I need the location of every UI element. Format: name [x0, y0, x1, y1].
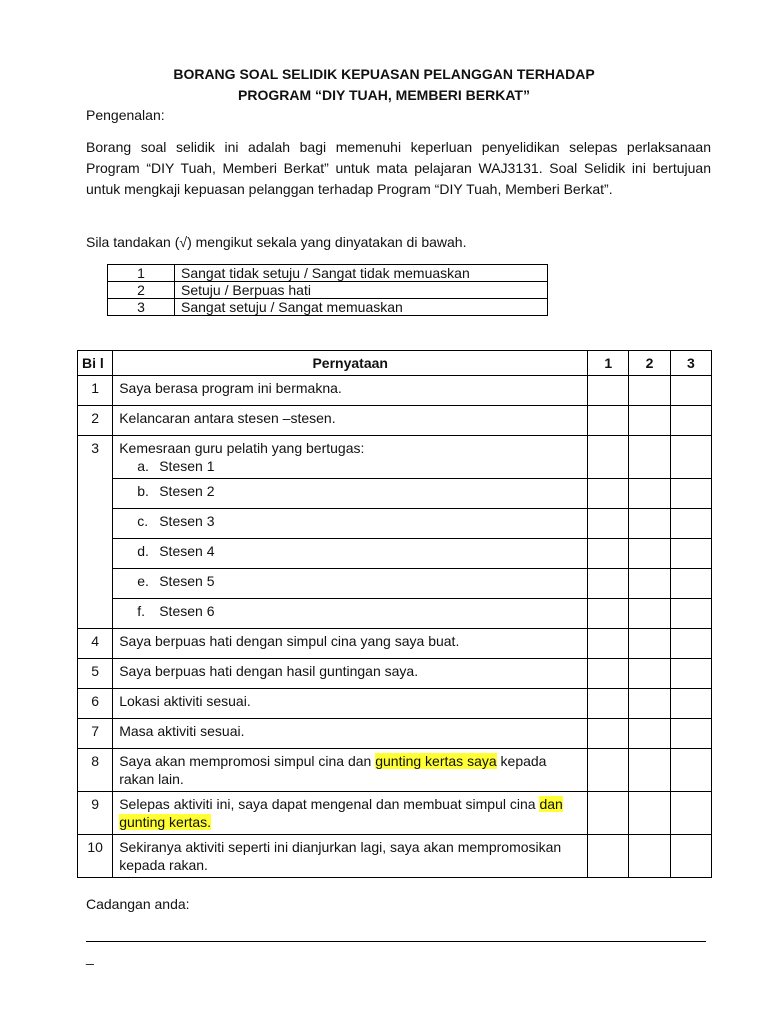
scale-number: 1 [108, 265, 175, 282]
sub-item-letter: b. [137, 483, 149, 499]
answer-cell[interactable] [670, 539, 711, 569]
row-statement [113, 792, 588, 835]
row-number: 6 [78, 689, 113, 719]
answer-cell[interactable] [629, 406, 670, 436]
intro-label: Pengenalan: [86, 107, 165, 123]
survey-title-line-2: PROGRAM “DIY TUAH, MEMBERI BERKAT” [238, 87, 530, 103]
scale-row [108, 265, 548, 282]
sub-item [113, 479, 588, 509]
table-row [78, 436, 712, 479]
answer-cell[interactable] [670, 689, 711, 719]
sub-item-text: Stesen 6 [159, 603, 215, 619]
table-header-row [78, 351, 712, 376]
answer-cell[interactable] [629, 659, 670, 689]
table-row [78, 719, 712, 749]
sub-item [113, 539, 588, 569]
answer-cell[interactable] [670, 509, 711, 539]
sub-item [119, 457, 581, 475]
answer-cell[interactable] [588, 719, 629, 749]
suggestion-answer-line[interactable] [86, 941, 706, 942]
rating-scale-table [107, 264, 548, 316]
answer-cell[interactable] [588, 749, 629, 792]
row-3-title: Kemesraan guru pelatih yang bertugas: [119, 440, 365, 456]
answer-cell[interactable] [588, 479, 629, 509]
answer-cell[interactable] [629, 479, 670, 509]
answer-cell[interactable] [670, 376, 711, 406]
answer-cell[interactable] [629, 719, 670, 749]
header-scale-1: 1 [588, 351, 629, 376]
row-8-text-start: Saya akan mempromosi simpul cina dan [119, 753, 376, 769]
row-number: 5 [78, 659, 113, 689]
scale-description: Sangat setuju / Sangat memuaskan [175, 299, 548, 316]
intro-paragraph: Borang soal selidik ini adalah bagi memenuhi keperluan penyelidikan selepas perlaksanaan Program “DIY Tuah, Memberi Berkat” untuk mata pelajaran WAJ3131. Soal Selidik ini bertujuan untuk mengkaji kepuasan pelanggan terhadap Program “DIY Tuah, Memberi Berkat”. [86, 139, 711, 197]
answer-cell[interactable] [588, 436, 629, 479]
answer-cell[interactable] [670, 406, 711, 436]
instruction-text: Sila tandakan (√) mengikut sekala yang dinyatakan di bawah. [86, 234, 467, 250]
highlighted-text: dan gunting kertas. [119, 796, 563, 830]
answer-cell[interactable] [588, 406, 629, 436]
sub-item-letter: e. [137, 573, 149, 589]
answer-cell[interactable] [588, 689, 629, 719]
survey-title-line-1: BORANG SOAL SELIDIK KEPUASAN PELANGGAN TERHADAP [173, 66, 595, 82]
header-statement: Pernyataan [113, 351, 588, 376]
table-row [78, 376, 712, 406]
row-statement: Sekiranya aktiviti seperti ini dianjurkan lagi, saya akan mempromosikan kepada rakan. [113, 835, 588, 878]
sub-item-text: Stesen 5 [159, 573, 215, 589]
row-statement: Masa aktiviti sesuai. [113, 719, 588, 749]
table-row [78, 599, 712, 629]
row-statement: Saya berpuas hati dengan simpul cina yang saya buat. [113, 629, 588, 659]
row-9-text-start: Selepas aktiviti ini, saya dapat mengenal dan membuat simpul cina [119, 796, 540, 812]
sub-item-letter: c. [137, 513, 149, 529]
answer-cell[interactable] [629, 689, 670, 719]
answer-cell[interactable] [629, 749, 670, 792]
header-scale-3: 3 [670, 351, 711, 376]
row-number: 2 [78, 406, 113, 436]
answer-cell[interactable] [670, 629, 711, 659]
table-row [78, 509, 712, 539]
scale-description: Sangat tidak setuju / Sangat tidak memuaskan [175, 265, 548, 282]
sub-item-text: Stesen 3 [159, 513, 215, 529]
answer-cell[interactable] [588, 629, 629, 659]
answer-cell[interactable] [670, 835, 711, 878]
answer-cell[interactable] [588, 539, 629, 569]
row-number: 3 [78, 436, 113, 629]
survey-question-table [77, 350, 712, 878]
table-row [78, 792, 712, 835]
answer-cell[interactable] [670, 436, 711, 479]
scale-number: 2 [108, 282, 175, 299]
sub-item-letter: a. [137, 458, 149, 474]
row-number: 8 [78, 749, 113, 792]
answer-cell[interactable] [588, 835, 629, 878]
header-scale-2: 2 [629, 351, 670, 376]
sub-item-text: Stesen 2 [159, 483, 215, 499]
table-row [78, 569, 712, 599]
table-row [78, 539, 712, 569]
suggestion-trailing-dash: _ [86, 949, 94, 965]
answer-cell[interactable] [670, 792, 711, 835]
answer-cell[interactable] [629, 629, 670, 659]
scale-row [108, 282, 548, 299]
table-row [78, 629, 712, 659]
sub-item-letter: f. [137, 603, 145, 619]
row-statement: Lokasi aktiviti sesuai. [113, 689, 588, 719]
row-statement: Kelancaran antara stesen –stesen. [113, 406, 588, 436]
sub-item-text: Stesen 4 [159, 543, 215, 559]
answer-cell[interactable] [629, 569, 670, 599]
sub-item-letter: d. [137, 543, 149, 559]
table-row [78, 406, 712, 436]
answer-cell[interactable] [670, 749, 711, 792]
sub-item [113, 599, 588, 629]
answer-cell[interactable] [588, 792, 629, 835]
answer-cell[interactable] [670, 659, 711, 689]
table-row [78, 689, 712, 719]
highlighted-text: gunting kertas saya [375, 753, 497, 769]
scale-number: 3 [108, 299, 175, 316]
sub-item [113, 509, 588, 539]
answer-cell[interactable] [629, 835, 670, 878]
answer-cell[interactable] [670, 479, 711, 509]
suggestion-label: Cadangan anda: [86, 896, 190, 912]
answer-cell[interactable] [588, 569, 629, 599]
table-row [78, 749, 712, 792]
answer-cell[interactable] [629, 376, 670, 406]
row-number: 4 [78, 629, 113, 659]
row-8-text-end: kepada rakan lain. [119, 753, 547, 787]
answer-cell[interactable] [629, 509, 670, 539]
row-statement [113, 436, 588, 479]
answer-cell[interactable] [588, 376, 629, 406]
row-number: 1 [78, 376, 113, 406]
row-number: 10 [78, 835, 113, 878]
row-number: 9 [78, 792, 113, 835]
scale-description: Setuju / Berpuas hati [175, 282, 548, 299]
row-statement [113, 749, 588, 792]
sub-item-text: Stesen 1 [159, 458, 215, 474]
answer-cell[interactable] [670, 569, 711, 599]
answer-cell[interactable] [629, 792, 670, 835]
row-statement: Saya berpuas hati dengan hasil guntingan saya. [113, 659, 588, 689]
answer-cell[interactable] [670, 599, 711, 629]
answer-cell[interactable] [588, 599, 629, 629]
table-row [78, 659, 712, 689]
table-row [78, 835, 712, 878]
header-bil: Bi l [78, 351, 113, 376]
row-statement: Saya berasa program ini bermakna. [113, 376, 588, 406]
answer-cell[interactable] [588, 509, 629, 539]
answer-cell[interactable] [629, 436, 670, 479]
answer-cell[interactable] [629, 599, 670, 629]
table-row [78, 479, 712, 509]
sub-item [113, 569, 588, 599]
answer-cell[interactable] [629, 539, 670, 569]
answer-cell[interactable] [670, 719, 711, 749]
row-number: 7 [78, 719, 113, 749]
answer-cell[interactable] [588, 659, 629, 689]
scale-row [108, 299, 548, 316]
